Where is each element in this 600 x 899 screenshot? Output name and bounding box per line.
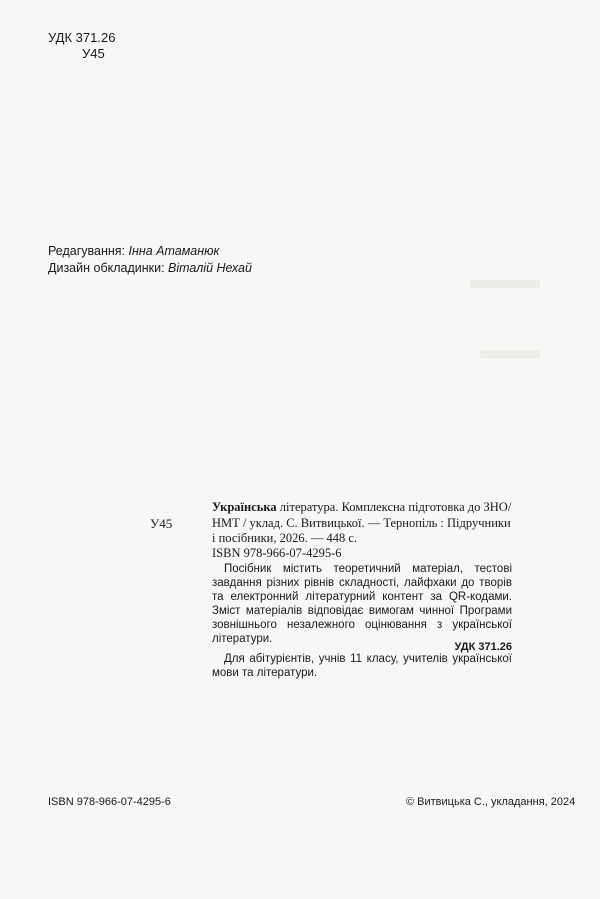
- cover-designer-name: Віталій Нехай: [168, 261, 252, 275]
- editing-label: Редагування:: [48, 244, 126, 258]
- annotation: [212, 562, 512, 680]
- credits: [48, 243, 252, 277]
- editing-credit: [48, 243, 252, 260]
- footer-copyright: © Витвицька С., укладання, 2024: [406, 796, 576, 808]
- editor-name: Інна Атаманюк: [128, 244, 220, 258]
- bib-isbn: ISBN 978-966-07-4295-6: [212, 546, 342, 560]
- cutter-code: У45: [82, 46, 105, 61]
- bib-udk-code: УДК 371.26: [454, 641, 512, 653]
- udk-code: УДК 371.26: [48, 30, 116, 45]
- scan-artifact: [470, 280, 540, 288]
- bib-description-text: література. Комплексна підготовка до ЗНО/НМТ / уклад. С. Витвицької. — Тернопіль : Підручники і посібники, 2026. — 448 с.: [212, 500, 512, 545]
- scan-artifact: [480, 350, 540, 358]
- cover-design-label: Дизайн обкладинки:: [48, 261, 165, 275]
- footer-isbn: ISBN 978-966-07-4295-6: [48, 796, 171, 808]
- cover-design-credit: [48, 260, 252, 277]
- audience-paragraph: Для абітурієнтів, учнів 11 класу, учителів української мови та літератури.: [212, 653, 512, 679]
- bibliographic-description: [212, 500, 512, 547]
- bib-cutter-code: У45: [150, 516, 173, 531]
- annotation-paragraph: Посібник містить теоретичний матеріал, тестові завдання різних рівнів складності, лайфхаки до творів та електронний літературний контент за QR-кодами. Зміст матеріалів відповідає вимогам чинної Програми зовнішнього незалежного оцінювання з української літератури.: [212, 563, 512, 645]
- bib-title-word: Українська: [212, 500, 277, 514]
